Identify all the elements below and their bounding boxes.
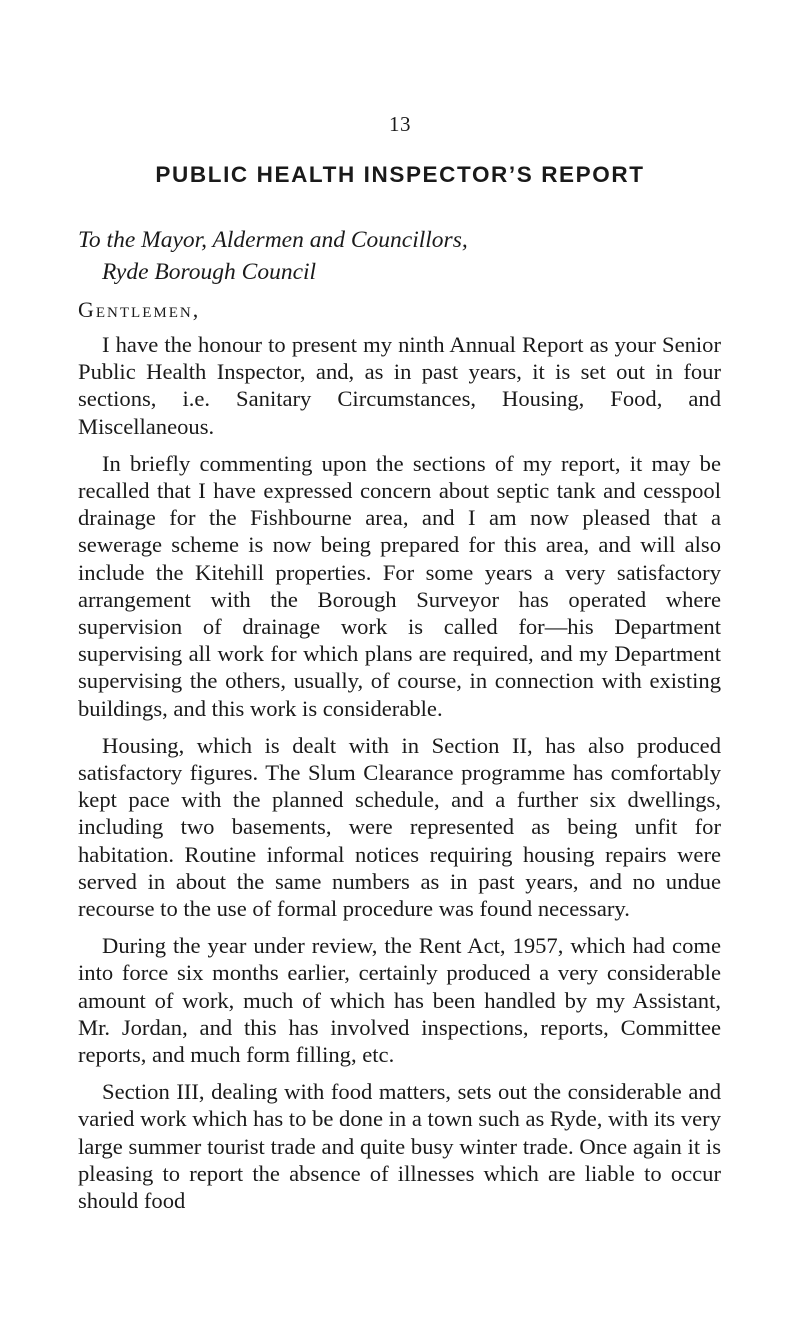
paragraph-2: In briefly commenting upon the sections of my report, it may be recalled that I have expressed concern about septic tank and cesspool drainage for the Fishbourne area, and I am now pleased that a sewerage scheme is now being prepared for this area, and will also include the Kitehill properties. For some years a very satisfactory arrangement with the Borough Surveyor has operated where supervision of drainage work is called for—his Department supervising all work for which plans are required, and my Department supervising the others, usually, of course, in connection with existing buildings, and this work is considerable. xyxy=(78,450,721,721)
report-body xyxy=(78,331,721,1224)
page-number: 13 xyxy=(389,112,411,136)
address-line-1: To the Mayor, Aldermen and Councillors, xyxy=(78,227,468,253)
salutation: Gentlemen, xyxy=(78,297,201,322)
address-line-2: Ryde Borough Council xyxy=(102,259,317,285)
paragraph-1: I have the honour to present my ninth Annual Report as your Senior Public Health Inspector, and, as in past years, it is set out in four sections, i.e. Sanitary Circumstances, Housing, Food, and Miscellaneous. xyxy=(78,332,721,439)
paragraph-5: Section III, dealing with food matters, sets out the considerable and varied work which has to be done in a town such as Ryde, with its very large summer tourist trade and quite busy winter trade. Once again it is pleasing to report the absence of illnesses which are liable to occur should food xyxy=(78,1079,721,1214)
address-block xyxy=(78,224,468,288)
paragraph-4: During the year under review, the Rent Act, 1957, which had come into force six months earlier, certainly produced a very considerable amount of work, much of which has been handled by my Assistant, Mr. Jordan, and this has involved inspections, reports, Committee reports, and much form filling, etc. xyxy=(78,933,721,1068)
report-title: PUBLIC HEALTH INSPECTOR’S REPORT xyxy=(155,162,645,187)
paragraph-3: Housing, which is dealt with in Section II, has also produced satisfactory figures. The Slum Clearance programme has comfortably kept pace with the planned schedule, and a further six dwellings, including two basements, were represented as being unfit for habitation. Routine informal notices requiring housing repairs were served in about the same numbers as in past years, and no undue recourse to the use of formal procedure was found necessary. xyxy=(78,732,721,922)
